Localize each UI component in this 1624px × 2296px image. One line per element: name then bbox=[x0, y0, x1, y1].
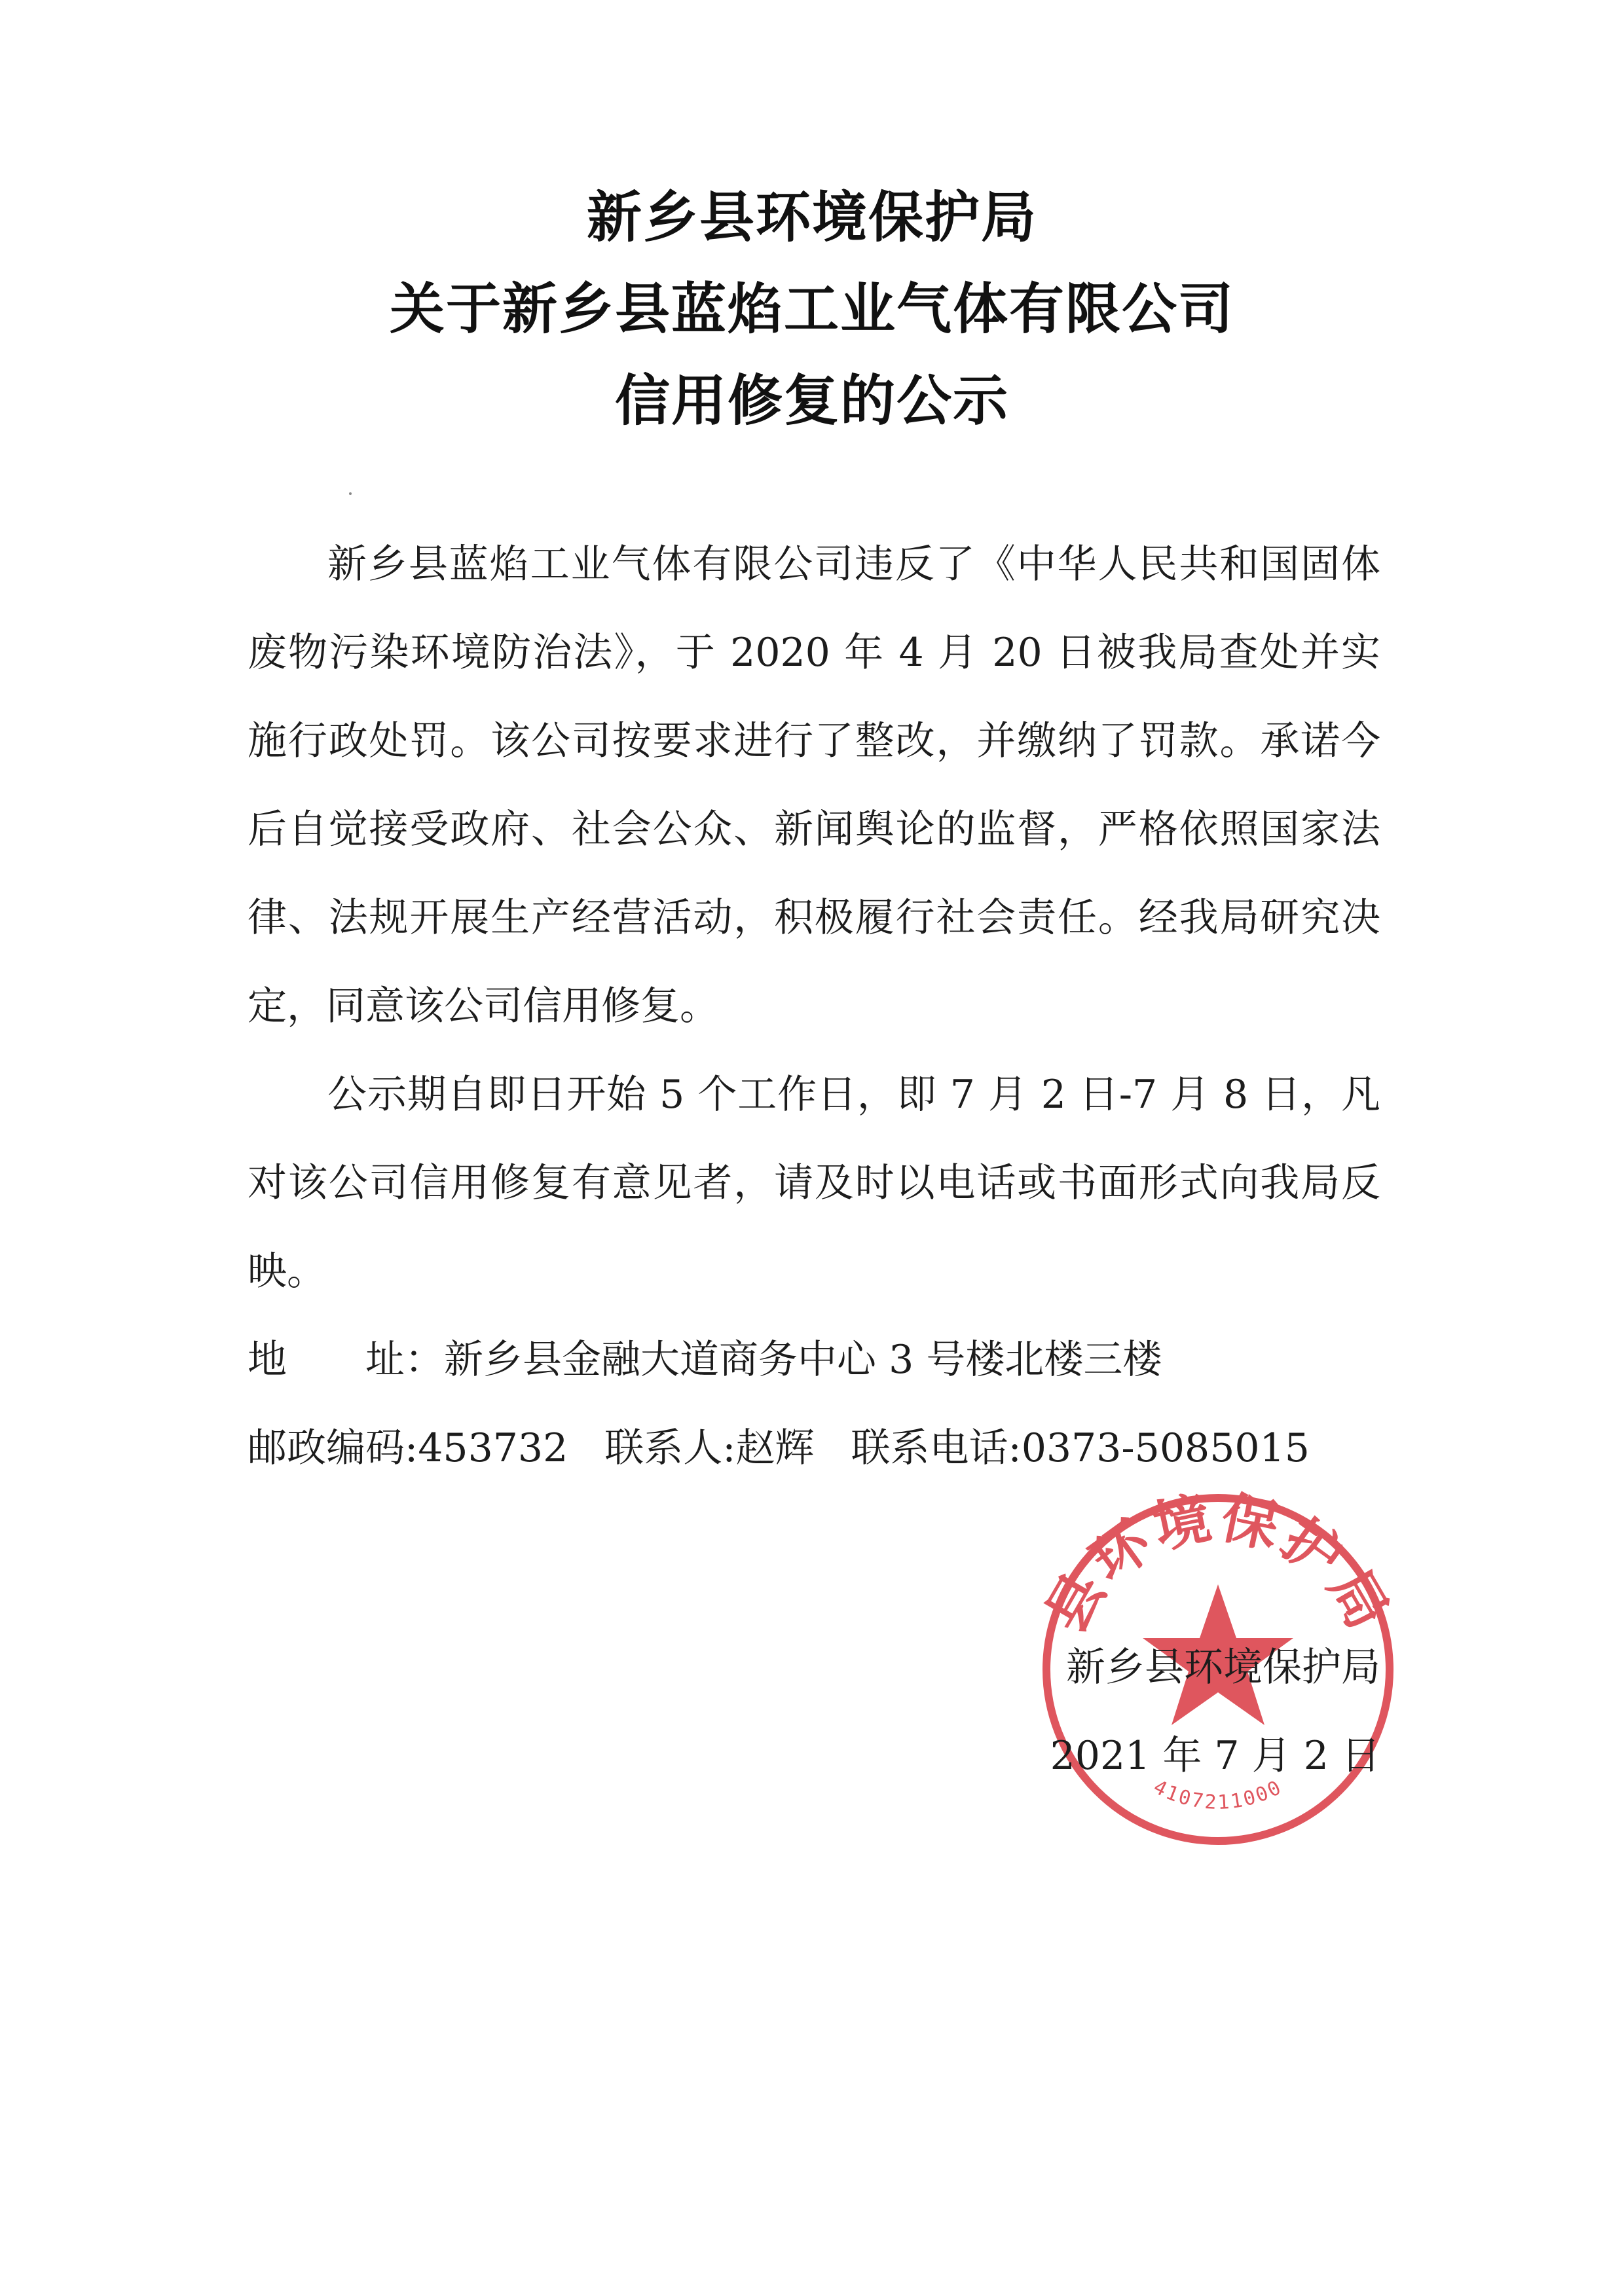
postcode-value: 453732 bbox=[418, 1425, 568, 1471]
address-label-char-1: 地 bbox=[248, 1337, 287, 1383]
phone-label: 联系电话: bbox=[851, 1425, 1022, 1471]
signature-date: 2021 年 7 月 2 日 bbox=[1050, 1733, 1380, 1779]
title-line-1: 新乡县环境保护局 bbox=[586, 185, 1037, 249]
person-label: 联系人: bbox=[604, 1425, 736, 1471]
signature-block bbox=[1050, 1624, 1380, 1800]
address-label-char-2: 址： bbox=[365, 1337, 444, 1383]
phone-value: 0373-5085015 bbox=[1021, 1425, 1310, 1471]
address-label bbox=[248, 1316, 444, 1404]
signature-org: 新乡县环境保护局 bbox=[1066, 1645, 1380, 1690]
document-title bbox=[0, 172, 1624, 446]
person-value: 赵辉 bbox=[735, 1425, 815, 1471]
title-line-2: 关于新乡县蓝焰工业气体有限公司 bbox=[389, 277, 1234, 341]
address-value: 新乡县金融大道商务中心 3 号楼北楼三楼 bbox=[444, 1337, 1162, 1383]
body-paragraph-1: 新乡县蓝焰工业气体有限公司违反了《中华人民共和国固体废物污染环境防治法》，于 2020 年 4 月 20 日被我局查处并实施行政处罚。该公司按要求进行了整改，并缴纳了罚款。承诺今后自觉接受政府、社会公众、新闻舆论的监督，严格依照国家法律、法规开展生产经营活动，积极履行社会责任。经我局研究决定，同意该公司信用修复。 bbox=[248, 541, 1380, 1029]
scan-speck bbox=[349, 492, 352, 495]
document-body bbox=[248, 520, 1380, 1493]
contact-line bbox=[248, 1404, 1380, 1493]
body-paragraph-2: 公示期自即日开始 5 个工作日，即 7 月 2 日-7 月 8 日，凡对该公司信用修复有意见者，请及时以电话或书面形式向我局反映。 bbox=[248, 1072, 1380, 1294]
title-line-3: 信用修复的公示 bbox=[614, 369, 1009, 433]
seal-arc-text: 县环境保护局 bbox=[1033, 1486, 1403, 1644]
postcode-label: 邮政编码: bbox=[248, 1425, 418, 1471]
address-line bbox=[248, 1316, 1380, 1404]
seal-code-text: 4107211000 bbox=[1149, 1775, 1287, 1815]
